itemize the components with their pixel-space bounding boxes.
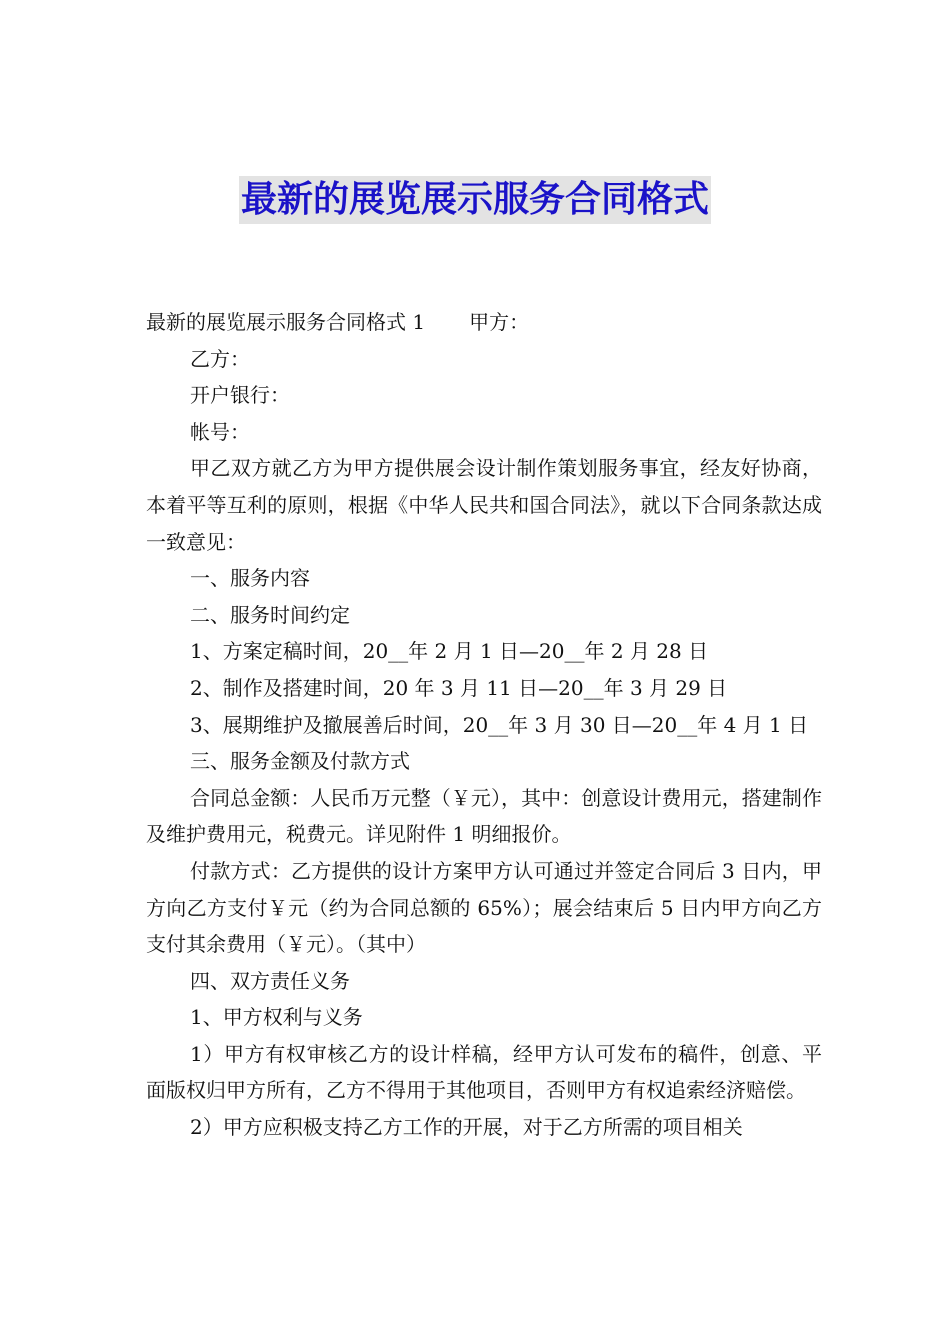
clause-1: 1）甲方有权审核乙方的设计样稿，经甲方认可发布的稿件，创意、平面版权归甲方所有，乙方不得用于其他项目，否则甲方有权追索经济赔偿。 (146, 1041, 822, 1103)
section-heading-4: 四、双方责任义务 (190, 968, 350, 993)
document-title: 最新的展览展示服务合同格式 (239, 176, 711, 224)
amount-paragraph: 合同总金额：人民币万元整（￥元），其中：创意设计费用元，搭建制作及维护费用元，税费元。详见附件 1 明细报价。 (146, 785, 822, 847)
account-label: 帐号： (190, 419, 250, 444)
preamble-paragraph: 甲乙双方就乙方为甲方提供展会设计制作策划服务事宜，经友好协商，本着平等互利的原则，根据《中华人民共和国合同法》，就以下合同条款达成一致意见： (146, 456, 822, 554)
section-heading-2: 二、服务时间约定 (190, 602, 350, 627)
schedule-item-2: 2、制作及搭建时间，20 年 3 月 11 日—20__年 3 月 29 日 (190, 675, 728, 700)
section-heading-1: 一、服务内容 (190, 566, 310, 591)
first-line (146, 304, 822, 341)
payment-paragraph: 付款方式：乙方提供的设计方案甲方认可通过并签定合同后 3 日内，甲方向乙方支付￥元（约为合同总额的 65%）；展会结束后 5 日内甲方向乙方支付其余费用（￥元）。（其中） (146, 858, 822, 957)
party-b-label: 乙方： (190, 346, 250, 371)
contract-heading: 最新的展览展示服务合同格式 1 (146, 310, 426, 334)
subsection-heading: 1、甲方权利与义务 (190, 1005, 363, 1030)
party-a-label: 甲方： (469, 310, 530, 334)
title-container (0, 176, 950, 224)
clause-2: 2）甲方应积极支持乙方工作的开展，对于乙方所需的项目相关 (190, 1115, 743, 1140)
bank-label: 开户银行： (190, 383, 290, 408)
schedule-item-3: 3、展期维护及撤展善后时间，20__年 3 月 30 日—20__年 4 月 1 日 (190, 712, 809, 737)
document-body (146, 304, 822, 1146)
section-heading-3: 三、服务金额及付款方式 (190, 749, 410, 774)
schedule-item-1: 1、方案定稿时间，20__年 2 月 1 日—20__年 2 月 28 日 (190, 639, 709, 664)
